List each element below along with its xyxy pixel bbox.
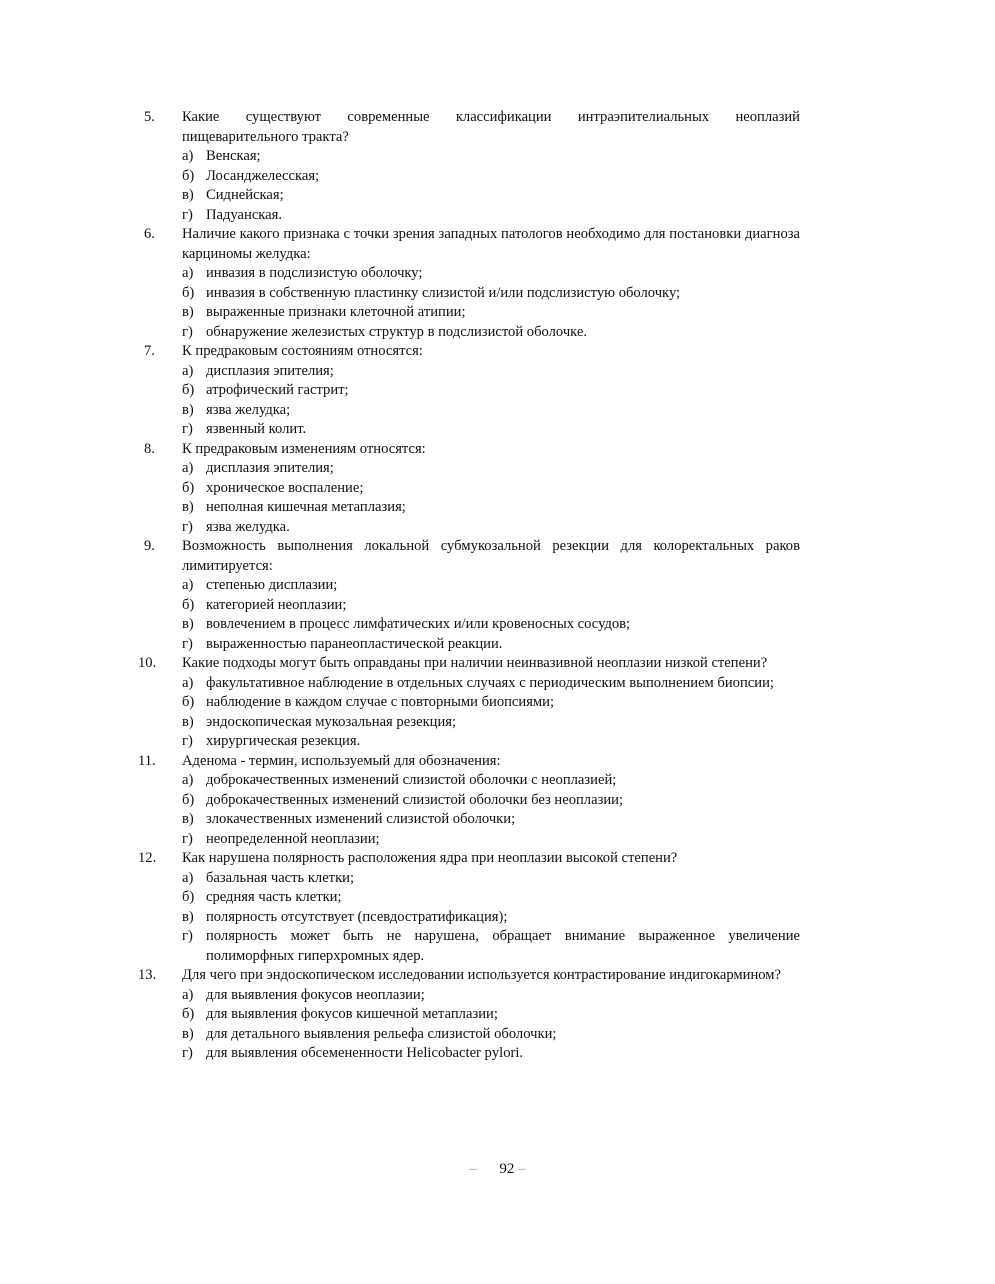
answer-options: [138, 986, 800, 1064]
answer-options: [138, 362, 800, 440]
question-item: [138, 537, 800, 654]
question-number: 8.: [144, 440, 155, 457]
option-text: факультативное наблюдение в отдельных случаях с периодическим выполнением биопсии;: [206, 674, 774, 691]
answer-option: [182, 186, 800, 206]
option-text: инвазия в собственную пластинку слизистой и/или подслизистую оболочку;: [206, 284, 681, 301]
option-text: эндоскопическая мукозальная резекция;: [206, 713, 457, 730]
question-number: 13.: [138, 967, 157, 983]
option-letter: б): [182, 791, 195, 808]
option-text: Сиднейская;: [206, 187, 284, 203]
answer-option: [182, 791, 800, 811]
answer-option: [182, 732, 800, 752]
option-text: язвенный колит.: [206, 421, 307, 437]
question-number: 5.: [144, 109, 155, 125]
answer-option: [182, 284, 800, 304]
question-item: [138, 966, 800, 1064]
question-item: [138, 849, 800, 966]
answer-option: [182, 1005, 800, 1025]
option-text: полярность может быть не нарушена, обращает внимание выраженное увеличение полиморфных гиперхромных ядер.: [206, 928, 800, 964]
question-text: Какие существуют современные классификации интраэпителиальных неоплазий пищеварительного тракта?: [182, 109, 800, 145]
answer-option: [182, 713, 800, 733]
option-letter: а): [182, 265, 194, 281]
question-header: [138, 654, 800, 674]
option-text: дисплазия эпителия;: [206, 460, 334, 476]
option-letter: а): [182, 577, 194, 593]
answer-option: [182, 615, 800, 635]
option-text: Венская;: [206, 148, 261, 164]
option-letter: а): [182, 674, 194, 691]
question-list: [138, 108, 800, 1064]
option-letter: в): [182, 616, 194, 632]
option-text: выраженные признаки клеточной атипии;: [206, 304, 466, 320]
answer-option: [182, 771, 800, 791]
option-text: вовлечением в процесс лимфатических и/или кровеносных сосудов;: [206, 616, 631, 632]
option-text: доброкачественных изменений слизистой оболочки без неоплазии;: [206, 791, 624, 808]
question-number: 7.: [144, 343, 155, 359]
option-letter: в): [182, 811, 194, 827]
option-letter: в): [182, 187, 194, 203]
question-text: Наличие какого признака с точки зрения западных патологов необходимо для постановки диагноза карциномы желудка:: [182, 226, 800, 262]
option-letter: в): [182, 1025, 194, 1042]
page-footer: [0, 1160, 995, 1180]
answer-option: [182, 576, 800, 596]
option-text: степенью дисплазии;: [206, 577, 338, 593]
answer-option: [182, 264, 800, 284]
option-letter: а): [182, 148, 194, 164]
question-header: [138, 108, 800, 147]
question-item: [138, 225, 800, 342]
option-letter: в): [182, 499, 194, 515]
option-text: язва желудка.: [206, 518, 290, 535]
option-text: полярность отсутствует (псевдостратификация);: [206, 908, 508, 925]
option-letter: б): [182, 889, 195, 905]
answer-option: [182, 830, 800, 850]
option-text: базальная часть клетки;: [206, 869, 355, 886]
option-text: Падуанская.: [206, 206, 283, 223]
question-item: [138, 654, 800, 752]
question-text: К предраковым состояниям относятся:: [182, 343, 423, 359]
answer-option: [182, 362, 800, 382]
question-item: [138, 440, 800, 538]
option-letter: в): [182, 908, 194, 925]
question-text: К предраковым изменениям относятся:: [182, 440, 426, 457]
answer-option: [182, 1044, 800, 1064]
answer-option: [182, 303, 800, 323]
option-letter: б): [182, 1006, 195, 1022]
option-text: неопределенной неоплазии;: [206, 830, 380, 847]
option-text: неполная кишечная метаплазия;: [206, 499, 406, 515]
option-letter: в): [182, 401, 194, 418]
option-text: для выявления обсемененности Helicobacter pylori.: [206, 1045, 524, 1061]
answer-option: [182, 674, 800, 694]
option-text: для детального выявления рельефа слизистой оболочки;: [206, 1025, 557, 1042]
question-item: [138, 342, 800, 440]
option-text: средняя часть клетки;: [206, 889, 342, 905]
option-text: атрофический гастрит;: [206, 382, 349, 398]
option-letter: г): [182, 421, 193, 437]
answer-option: [182, 518, 800, 538]
option-text: доброкачественных изменений слизистой оболочки с неоплазией;: [206, 772, 617, 788]
answer-option: [182, 206, 800, 226]
answer-options: [138, 869, 800, 967]
option-letter: в): [182, 304, 194, 320]
option-letter: а): [182, 460, 194, 476]
answer-option: [182, 381, 800, 401]
question-text: Возможность выполнения локальной субмукозальной резекции для колоректальных раков лимитируется:: [182, 538, 800, 574]
option-text: дисплазия эпителия;: [206, 362, 334, 379]
option-letter: а): [182, 772, 194, 788]
answer-option: [182, 401, 800, 421]
option-letter: а): [182, 362, 194, 379]
question-number: 6.: [144, 226, 155, 242]
question-item: [138, 108, 800, 225]
answer-option: [182, 479, 800, 499]
option-text: обнаружение железистых структур в подслизистой оболочке.: [206, 323, 588, 340]
option-text: для выявления фокусов кишечной метаплазии;: [206, 1006, 498, 1022]
answer-option: [182, 596, 800, 616]
answer-options: [138, 459, 800, 537]
option-letter: б): [182, 382, 195, 398]
option-letter: б): [182, 479, 195, 496]
option-letter: б): [182, 167, 195, 184]
question-number: 9.: [144, 538, 155, 554]
answer-options: [138, 771, 800, 849]
answer-option: [182, 869, 800, 889]
question-item: [138, 752, 800, 850]
page-number: 92: [499, 1161, 515, 1177]
answer-option: [182, 927, 800, 966]
question-header: [138, 440, 800, 460]
answer-option: [182, 635, 800, 655]
answer-option: [182, 459, 800, 479]
option-letter: а): [182, 869, 194, 886]
answer-option: [182, 167, 800, 187]
option-letter: б): [182, 694, 195, 710]
option-letter: б): [182, 284, 195, 301]
option-letter: г): [182, 928, 193, 944]
question-header: [138, 537, 800, 576]
option-letter: г): [182, 323, 193, 340]
answer-option: [182, 888, 800, 908]
answer-option: [182, 986, 800, 1006]
answer-options: [138, 264, 800, 342]
answer-option: [182, 810, 800, 830]
question-header: [138, 225, 800, 264]
option-letter: г): [182, 1045, 193, 1061]
option-letter: в): [182, 713, 194, 730]
question-header: [138, 752, 800, 772]
question-number: 11.: [138, 752, 156, 769]
answer-option: [182, 323, 800, 343]
answer-option: [182, 420, 800, 440]
answer-option: [182, 693, 800, 713]
answer-options: [138, 576, 800, 654]
option-text: язва желудка;: [206, 401, 291, 418]
option-letter: г): [182, 733, 193, 749]
answer-option: [182, 1025, 800, 1045]
option-text: инвазия в подслизистую оболочку;: [206, 265, 423, 281]
question-number: 12.: [138, 850, 157, 866]
question-text: Аденома - термин, используемый для обозначения:: [182, 752, 501, 769]
answer-option: [182, 908, 800, 928]
footer-dash-right: –: [518, 1161, 526, 1177]
option-letter: г): [182, 635, 193, 652]
option-text: хирургическая резекция.: [206, 733, 361, 749]
answer-options: [138, 674, 800, 752]
option-text: категорией неоплазии;: [206, 596, 347, 613]
answer-option: [182, 498, 800, 518]
question-header: [138, 966, 800, 986]
option-letter: г): [182, 830, 193, 847]
option-text: выраженностью паранеопластической реакции.: [206, 635, 503, 652]
option-text: хроническое воспаление;: [206, 479, 364, 496]
option-letter: г): [182, 206, 193, 223]
option-letter: г): [182, 518, 193, 535]
answer-option: [182, 147, 800, 167]
footer-dash-left: –: [469, 1161, 477, 1177]
option-text: наблюдение в каждом случае с повторными биопсиями;: [206, 694, 555, 710]
question-text: Как нарушена полярность расположения ядра при неоплазии высокой степени?: [182, 850, 678, 866]
option-text: для выявления фокусов неоплазии;: [206, 986, 425, 1003]
option-letter: а): [182, 986, 194, 1003]
answer-options: [138, 147, 800, 225]
question-text: Какие подходы могут быть оправданы при наличии неинвазивной неоплазии низкой степени?: [182, 655, 768, 671]
question-header: [138, 849, 800, 869]
option-text: злокачественных изменений слизистой оболочки;: [206, 811, 516, 827]
option-letter: б): [182, 596, 195, 613]
option-text: Лосанджелесская;: [206, 167, 320, 184]
question-header: [138, 342, 800, 362]
question-number: 10.: [138, 655, 157, 671]
question-text: Для чего при эндоскопическом исследовании используется контрастирование индигокармином?: [182, 967, 781, 983]
